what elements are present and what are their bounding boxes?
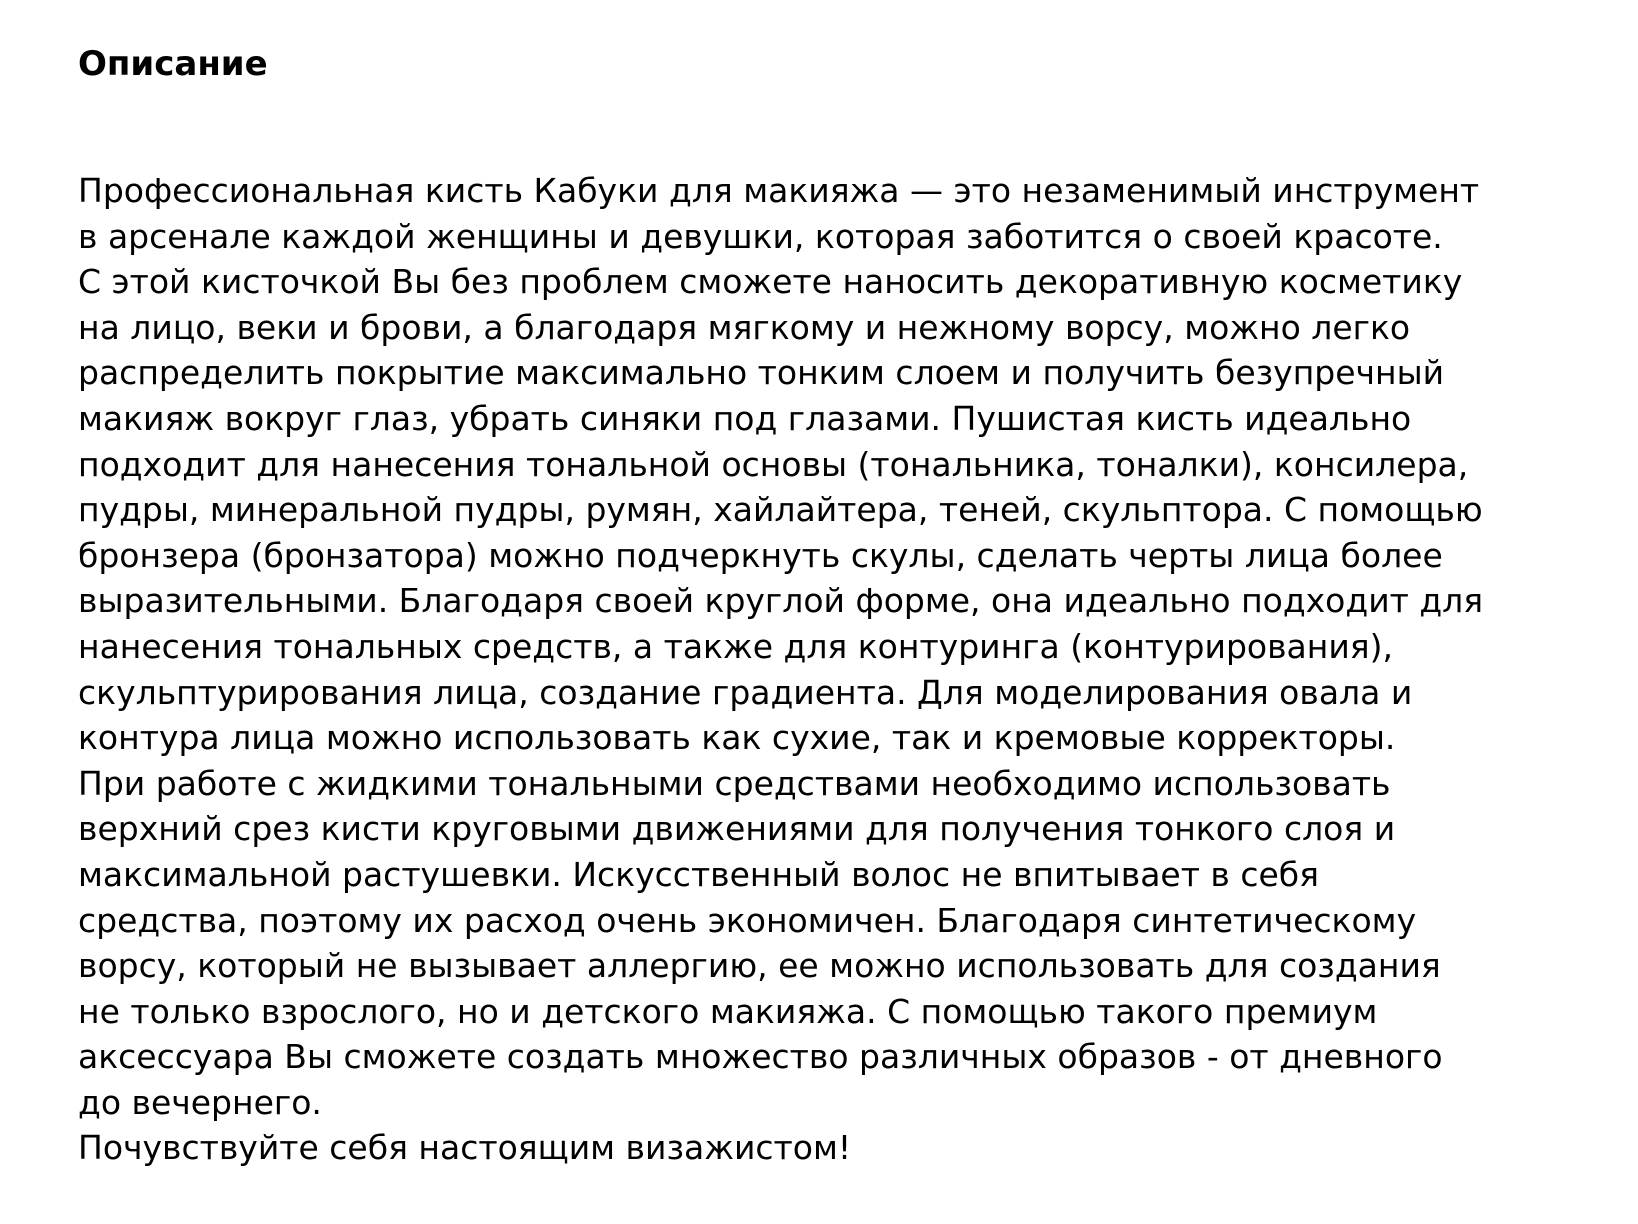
description-line: максимальной растушевки. Искусственный волос не впитывает в себя xyxy=(78,854,1320,894)
description-line: Профессиональная кисть Кабуки для макияжа — это незаменимый инструмент xyxy=(78,171,1480,210)
description-line: аксессуара Вы сможете создать множество различных образов - от дневного xyxy=(78,1037,1443,1077)
description-line: на лицо, веки и брови, а благодаря мягкому и нежному ворсу, можно легко xyxy=(78,307,1411,347)
description-line: выразительными. Благодаря своей круглой форме, она идеально подходит для xyxy=(78,581,1484,621)
description-body xyxy=(78,168,1623,1171)
description-line: верхний срез кисти круговыми движениями для получения тонкого слоя и xyxy=(78,809,1396,849)
description-line: ворсу, который не вызывает аллергию, ее можно использовать для создания xyxy=(78,946,1441,986)
description-line: подходит для нанесения тональной основы (тональника, тоналки), консилера, xyxy=(78,444,1469,484)
description-line: бронзера (бронзатора) можно подчеркнуть скулы, сделать черты лица более xyxy=(78,535,1443,575)
description-line: При работе с жидкими тональными средствами необходимо использовать xyxy=(78,763,1391,803)
description-line: нанесения тональных средств, а также для контуринга (контурирования), xyxy=(78,626,1393,666)
description-line: макияж вокруг глаз, убрать синяки под глазами. Пушистая кисть идеально xyxy=(78,398,1412,438)
description-line: С этой кисточкой Вы без проблем сможете наносить декоративную косметику xyxy=(78,262,1463,302)
description-line: скульптурирования лица, создание градиента. Для моделирования овала и xyxy=(78,672,1413,712)
description-line: в арсенале каждой женщины и девушки, которая заботится о своей красоте. xyxy=(78,216,1443,256)
description-line: до вечернего. xyxy=(78,1082,322,1122)
description-title: Описание xyxy=(78,44,268,84)
description-line: пудры, минеральной пудры, румян, хайлайтера, теней, скульптора. С помощью xyxy=(78,490,1483,530)
description-section xyxy=(78,44,1623,1171)
description-line: контура лица можно использовать как сухие, так и кремовые корректоры. xyxy=(78,718,1396,758)
description-line: Почувствуйте себя настоящим визажистом! xyxy=(78,1128,852,1168)
description-line: средства, поэтому их расход очень экономичен. Благодаря синтетическому xyxy=(78,900,1417,940)
description-line: не только взрослого, но и детского макияжа. С помощью такого премиум xyxy=(78,991,1378,1031)
description-line: распределить покрытие максимально тонким слоем и получить безупречный xyxy=(78,353,1445,393)
